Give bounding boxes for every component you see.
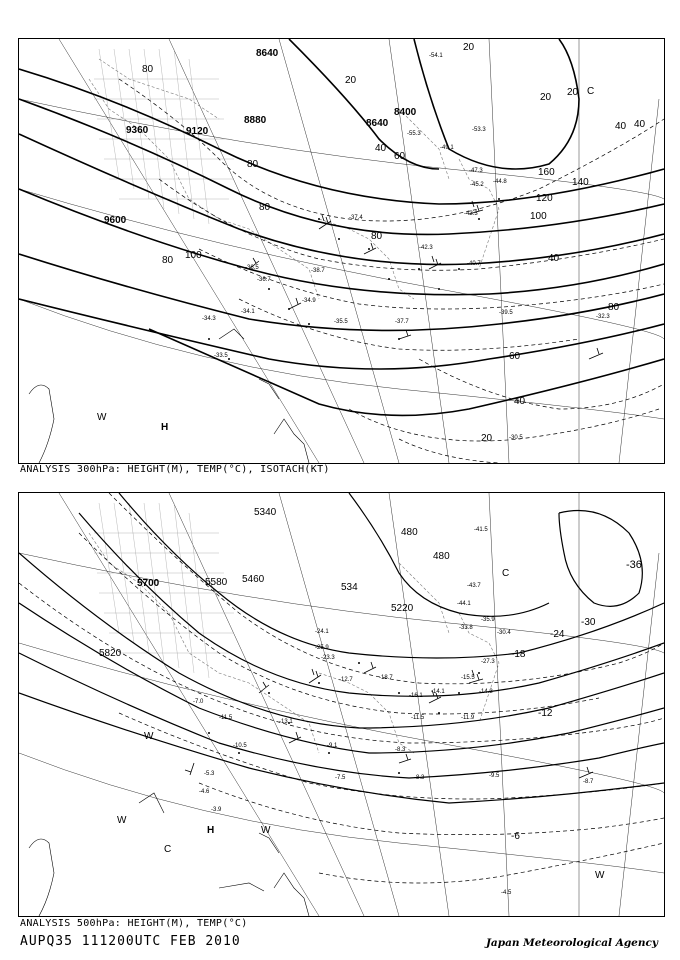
isotach-label: 80 xyxy=(259,202,271,213)
station-value: -7.0 xyxy=(193,699,204,705)
isotherm-label: -36 xyxy=(626,559,642,571)
station-value: -41.5 xyxy=(474,527,488,533)
station-value: -30.4 xyxy=(497,630,511,636)
height-label-8880: 8880 xyxy=(244,115,267,126)
cold-marker: C xyxy=(587,86,595,97)
isotach-label: 80 xyxy=(371,231,383,242)
isotherm-label: -12 xyxy=(538,708,553,719)
station-value: -44.1 xyxy=(457,601,471,607)
height-label-5340: 5340 xyxy=(254,507,277,518)
height-label-9120: 9120 xyxy=(186,126,209,137)
high-pressure-marker: H xyxy=(207,825,215,836)
station-value: -8.3 xyxy=(414,775,425,781)
temp-label: -42.3 xyxy=(419,245,433,251)
height-label-480-b: 480 xyxy=(433,551,450,562)
isotach-label: 100 xyxy=(185,250,202,261)
caption-300hpa: ANALYSIS 300hPa: HEIGHT(M), TEMP(°C), ISOTACH(KT) xyxy=(20,464,330,475)
temp-label: -34.9 xyxy=(302,298,316,304)
height-label-5460: 5460 xyxy=(242,574,265,585)
station-value: -8.7 xyxy=(583,779,594,785)
temp-label: -43.3 xyxy=(464,211,478,217)
isotherm-label: -18 xyxy=(511,649,526,660)
isotherm-label: -6 xyxy=(511,831,520,842)
land-outlines-300 xyxy=(29,329,309,463)
station-value: -24.1 xyxy=(315,629,329,635)
isotach-label: 100 xyxy=(530,211,547,222)
isotach-label: 40 xyxy=(548,253,560,264)
height-label-9600: 9600 xyxy=(104,215,127,226)
height-label-8640-a: 8640 xyxy=(256,48,279,59)
station-value: -9.5 xyxy=(489,773,500,779)
temp-label: -44.8 xyxy=(493,179,507,185)
temp-label: -37.4 xyxy=(349,215,363,221)
isotach-label: 140 xyxy=(572,177,589,188)
temp-label: -35.5 xyxy=(334,319,348,325)
cold-marker: C xyxy=(502,568,510,579)
station-value: -27.3 xyxy=(481,659,495,665)
height-label-5820: 5820 xyxy=(99,648,122,659)
isotherm-label: -30 xyxy=(581,617,596,628)
station-value: -35.9 xyxy=(481,617,495,623)
height-label-9360: 9360 xyxy=(126,125,149,136)
height-label-5580: 5580 xyxy=(205,577,228,588)
station-value: -23.3 xyxy=(321,655,335,661)
warm-marker: W xyxy=(97,412,107,423)
station-value: -7.5 xyxy=(335,775,346,781)
chart-code: AUPQ35 111200UTC FEB 2010 xyxy=(20,934,241,949)
isotach-label: 80 xyxy=(142,64,154,75)
temp-label: -45.2 xyxy=(470,182,484,188)
station-value: -8.3 xyxy=(395,747,406,753)
station-value: -33.8 xyxy=(459,625,473,631)
temp-label: -47.3 xyxy=(469,168,483,174)
height-label-5700: 5700 xyxy=(137,578,160,589)
isotach-label: 20 xyxy=(567,87,579,98)
temp-label: -36.7 xyxy=(257,277,271,283)
temp-label: -32.3 xyxy=(596,314,610,320)
warm-marker: W xyxy=(117,815,127,826)
map-500hpa xyxy=(18,492,665,917)
station-value: -9.1 xyxy=(327,743,338,749)
warm-marker: W xyxy=(144,731,154,742)
isotherm-label: -24 xyxy=(550,629,565,640)
isotherms-500 xyxy=(19,493,664,883)
station-value: -15.5 xyxy=(461,675,475,681)
warm-marker: W xyxy=(595,870,605,881)
caption-500hpa: ANALYSIS 500hPa: HEIGHT(M), TEMP(°C) xyxy=(20,918,248,929)
station-value: -5.3 xyxy=(204,771,215,777)
temp-label: -40.7 xyxy=(467,261,481,267)
isotach-label: 120 xyxy=(536,193,553,204)
station-value: -4.6 xyxy=(199,789,210,795)
graticule-500 xyxy=(19,493,664,916)
station-value: -14.3 xyxy=(479,689,493,695)
isotach-label: 20 xyxy=(481,433,493,444)
station-value: -3.9 xyxy=(211,807,222,813)
isotach-label: 160 xyxy=(538,167,555,178)
station-value: -14.1 xyxy=(431,689,445,695)
isotach-label: 20 xyxy=(345,75,357,86)
temp-label: -54.1 xyxy=(429,53,443,59)
station-value: -10.5 xyxy=(233,743,247,749)
station-marks-300 xyxy=(208,198,500,360)
warm-marker: W xyxy=(261,825,271,836)
coastline-500 xyxy=(89,533,499,753)
temp-label: -33.5 xyxy=(214,353,228,359)
temp-label: -49.1 xyxy=(440,145,454,151)
height-label-480-a: 480 xyxy=(401,527,418,538)
isotach-label: 20 xyxy=(463,42,475,53)
high-pressure-marker: H xyxy=(161,422,169,433)
cold-marker: C xyxy=(164,844,172,855)
station-value: -12.7 xyxy=(339,677,353,683)
station-value: -11.9 xyxy=(461,715,475,721)
height-label-8640-b: 8640 xyxy=(366,118,389,129)
isotach-label: 60 xyxy=(509,351,521,362)
isotach-label: 40 xyxy=(615,121,627,132)
isotach-label: 60 xyxy=(394,151,406,162)
map-500hpa-canvas xyxy=(19,493,664,916)
height-label-5220: 5220 xyxy=(391,603,414,614)
station-value: -43.7 xyxy=(467,583,481,589)
agency-name: Japan Meteorological Agency xyxy=(485,937,658,949)
temp-label: -55.3 xyxy=(407,131,421,137)
station-value: -16.1 xyxy=(409,693,423,699)
height-label-534: 534 xyxy=(341,582,358,593)
temp-label: -36.5 xyxy=(245,265,259,271)
station-value: -13.1 xyxy=(279,719,293,725)
isotach-label: 80 xyxy=(162,255,174,266)
isotach-label: 40 xyxy=(514,396,526,407)
temp-label: -53.3 xyxy=(472,127,486,133)
isotach-label: 40 xyxy=(634,119,646,130)
temp-label: -34.1 xyxy=(241,309,255,315)
isotach-label: 20 xyxy=(540,92,552,103)
temp-label: -34.3 xyxy=(202,316,216,322)
station-value: -11.5 xyxy=(411,715,425,721)
height-label-8400: 8400 xyxy=(394,107,417,118)
isotach-label: 80 xyxy=(608,302,620,313)
temp-label: -39.5 xyxy=(499,310,513,316)
isotach-label: 80 xyxy=(247,159,259,170)
station-value: -18.7 xyxy=(379,675,393,681)
station-value: -11.5 xyxy=(219,715,233,721)
map-300hpa-canvas xyxy=(19,39,664,463)
isotach-label: 40 xyxy=(375,143,387,154)
temp-label: -38.7 xyxy=(311,268,325,274)
map-300hpa xyxy=(18,38,665,464)
temp-label: -30.5 xyxy=(509,435,523,441)
temp-label: -37.7 xyxy=(395,319,409,325)
station-value: -4.5 xyxy=(501,890,512,896)
station-value: -25.9 xyxy=(315,645,329,651)
